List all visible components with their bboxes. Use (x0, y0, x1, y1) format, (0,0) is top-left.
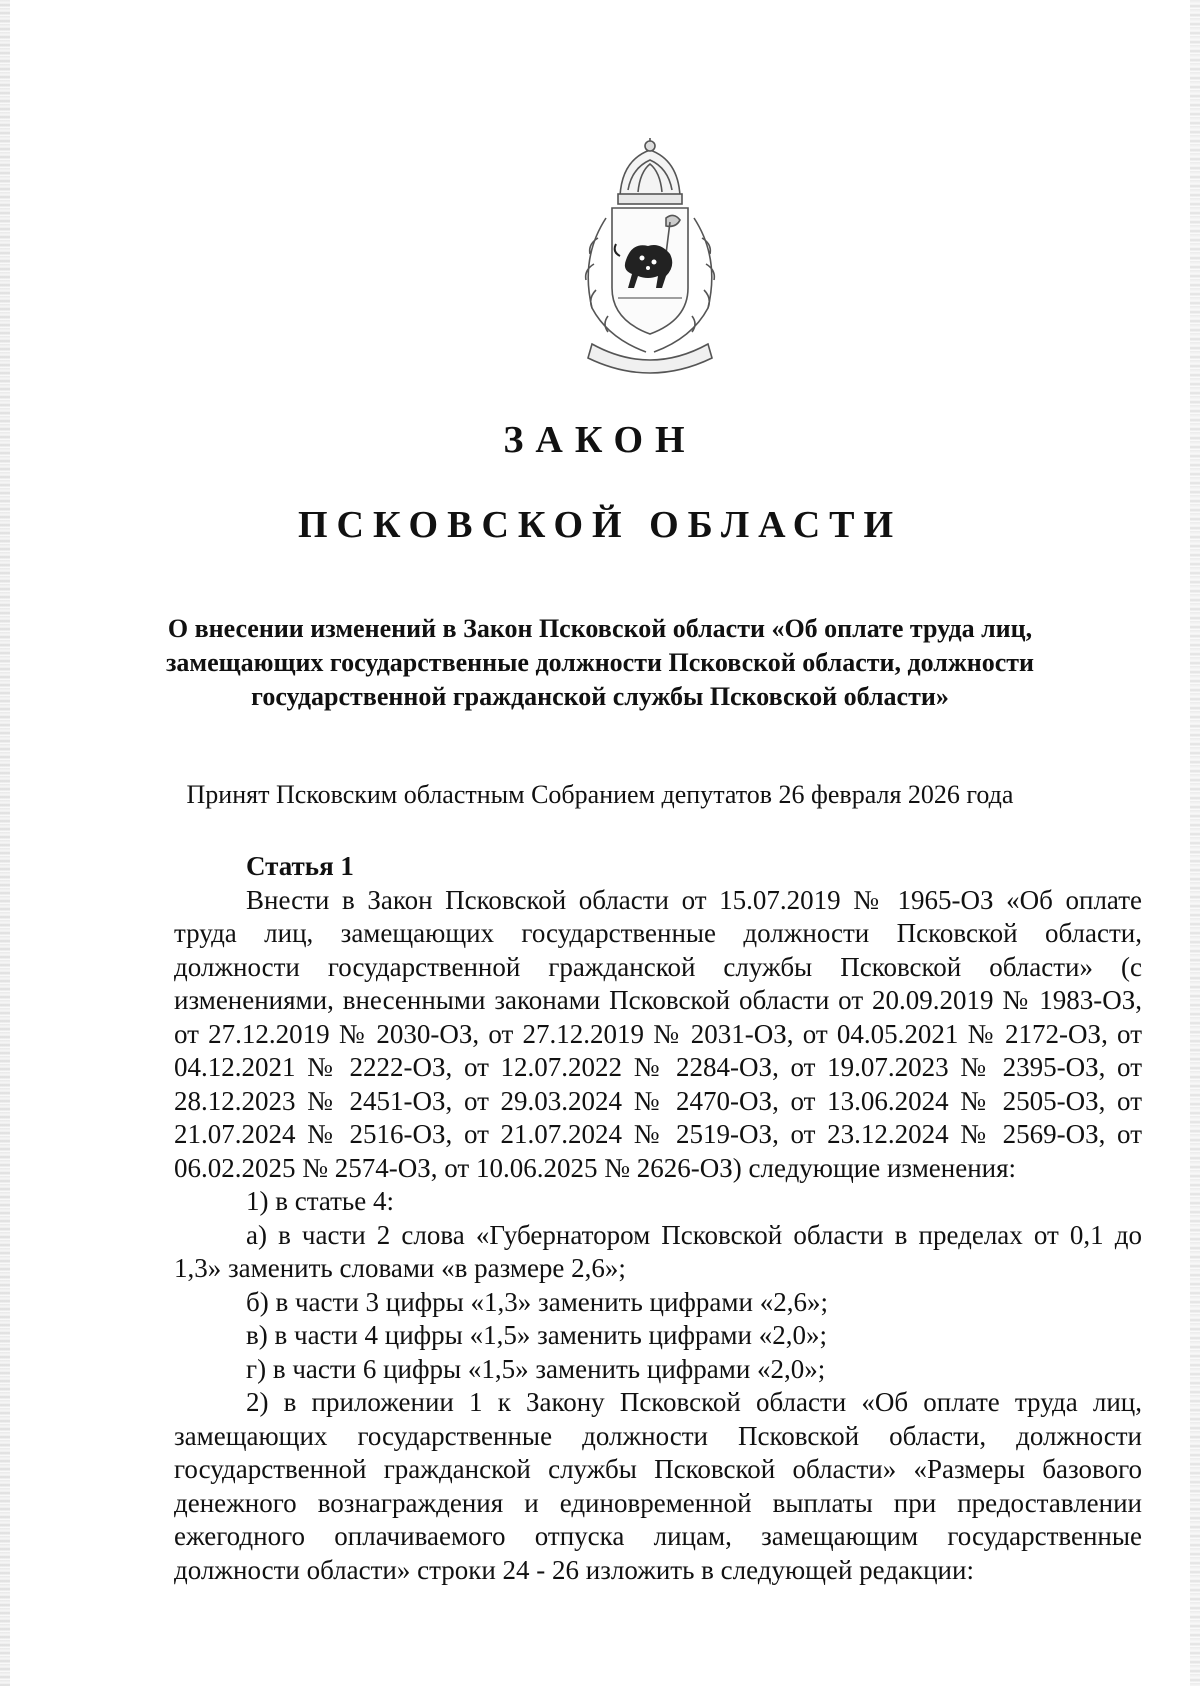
law-heading-line: замещающих государственные должности Псковской области, должности (165, 648, 1035, 677)
list-item: 2) в приложении 1 к Закону Псковской области «Об оплате труда лиц, замещающих государственные должности Псковской области, должности государственной гражданской службы Псковской области» «Размеры базового денежного вознаграждения и единовременной выплаты при предоставлении ежегодного оплачиваемого отпуска лицам, замещающим государственные должности области» строки 24 - 26 изложить в следующей редакции: (174, 1387, 1142, 1585)
list-item: б) в части 3 цифры «1,3» заменить цифрами «2,6»; (246, 1286, 828, 1317)
document-title: ЗАКОН (503, 419, 697, 461)
scan-edge-left (0, 0, 10, 1686)
law-heading (150, 612, 1050, 714)
law-heading-line: государственной гражданской службы Псковской области» (251, 682, 949, 711)
law-heading-line: О внесении изменений в Закон Псковской области «Об оплате труда лиц, (167, 614, 1033, 643)
coat-of-arms-emblem (562, 138, 738, 386)
scan-edge-right (1190, 0, 1200, 1686)
article-body (174, 850, 1142, 1587)
list-item: 1) в статье 4: (246, 1186, 394, 1216)
crown-icon (620, 150, 680, 196)
article-intro: Внести в Закон Псковской области от 15.07.2019 № 1965-ОЗ «Об оплате труда лиц, замещающих государственные должности Псковской области, должности государственной гражданской службы Псковской области» (с изменениями, внесенными законами Псковской области от 20.09.2019 № 1983-ОЗ, от 27.12.2019 № 2030-ОЗ, от 27.12.2019 № 2031-ОЗ, от 04.05.2021 № 2172-ОЗ, от 04.12.2021 № 2222-ОЗ, от 12.07.2022 № 2284-ОЗ, от 19.07.2023 № 2395-ОЗ, от 28.12.2023 № 2451-ОЗ, от 29.03.2024 № 2470-ОЗ, от 13.06.2024 № 2505-ОЗ, от 21.07.2024 № 2516-ОЗ, от 21.07.2024 № 2519-ОЗ, от 23.12.2024 № 2569-ОЗ, от 06.02.2025 № 2574-ОЗ, от 10.06.2025 № 2626-ОЗ) следующие изменения: (174, 884, 1142, 1183)
list-item: г) в части 6 цифры «1,5» заменить цифрами «2,0»; (246, 1353, 826, 1384)
article-title: Статья 1 (246, 851, 354, 881)
list-item: а) в части 2 слова «Губернатором Псковской области в пределах от 0,1 до 1,3» заменить словами «в размере 2,6»; (174, 1219, 1142, 1283)
adoption-statement: Принят Псковским областным Собранием депутатов 26 февраля 2026 года (186, 780, 1014, 809)
list-item: в) в части 4 цифры «1,5» заменить цифрами «2,0»; (246, 1320, 827, 1350)
document-subtitle: ПСКОВСКОЙ ОБЛАСТИ (297, 504, 903, 546)
